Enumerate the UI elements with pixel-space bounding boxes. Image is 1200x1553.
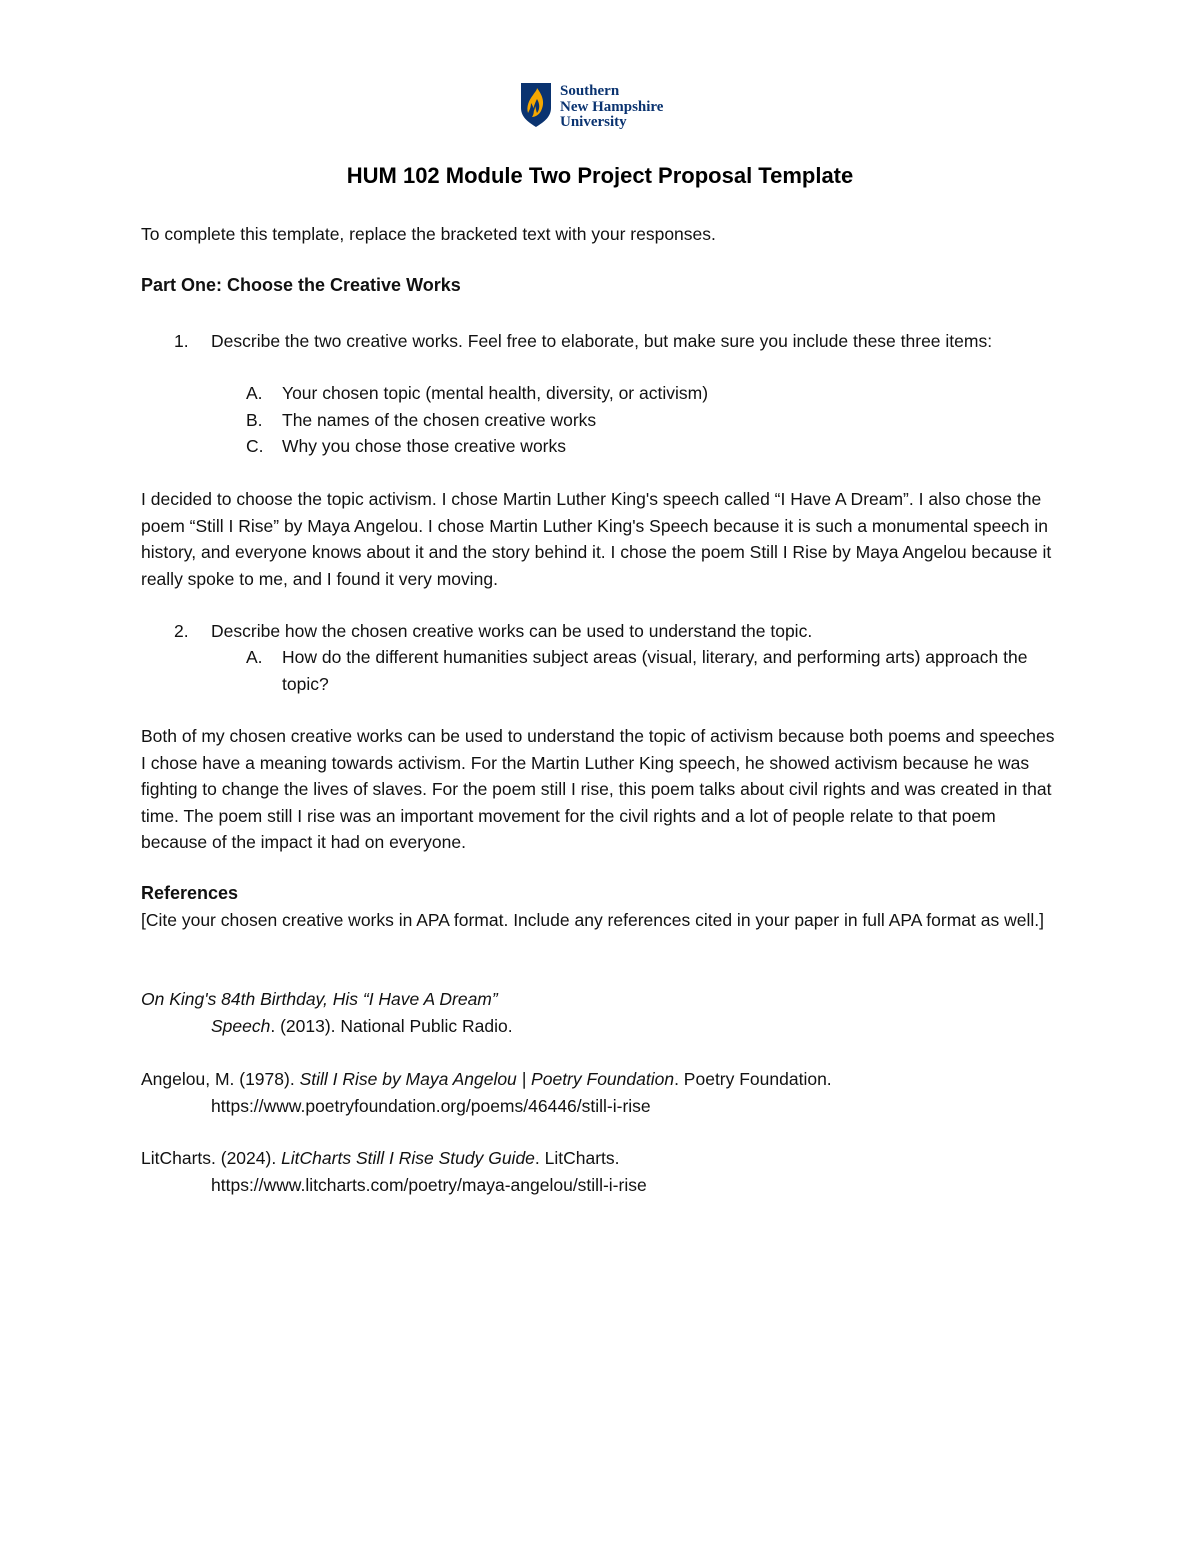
logo-line-1: Southern <box>560 83 620 99</box>
reference-3-source: . LitCharts. <box>534 1148 620 1168</box>
part-one-heading: Part One: Choose the Creative Works <box>141 275 461 295</box>
reference-2-title: Still I Rise by Maya Angelou | Poetry Foundation <box>299 1069 675 1089</box>
logo-line-3: University <box>560 114 627 130</box>
reference-3-title: LitCharts Still I Rise Study Guide <box>281 1148 535 1168</box>
question-1-item-a-letter: A. <box>246 383 263 403</box>
answer-2: Both of my chosen creative works can be used to understand the topic of activism because both poems and speeches I chose have a meaning towards activism. For the Martin Luther King speech, he showed activism because he was fighting to change the lives of slaves. For the poem still I rise, this poem talks about civil rights and was created in that time. The poem still I rise was an important movement for the civil rights and a lot of people relate to that poem because of the impact it had on everyone. <box>141 726 1055 852</box>
question-1-number: 1. <box>174 331 189 351</box>
question-1-item-b-letter: B. <box>246 410 263 430</box>
reference-2 <box>141 1066 1071 1119</box>
question-2-text: Describe how the chosen creative works can be used to understand the topic. <box>211 621 813 641</box>
references-instructions: [Cite your chosen creative works in APA format. Include any references cited in your paper in full APA format as well.] <box>141 910 1044 930</box>
question-1-item-b: The names of the chosen creative works <box>282 410 597 430</box>
university-name <box>560 84 663 131</box>
question-1-item-a: Your chosen topic (mental health, diversity, or activism) <box>282 383 709 403</box>
university-logo <box>520 82 663 131</box>
question-1-item-c-letter: C. <box>246 436 264 456</box>
logo-line-2: New Hampshire <box>560 98 664 115</box>
references-heading: References <box>141 883 239 903</box>
reference-3-author: LitCharts. (2024). <box>141 1148 282 1168</box>
reference-1-title-cont: Speech <box>211 1015 271 1036</box>
reference-2-author: Angelou, M. (1978). <box>141 1069 300 1089</box>
reference-1 <box>141 986 1071 1039</box>
question-2-number: 2. <box>174 621 189 641</box>
answer-1: I decided to choose the topic activism. I chose Martin Luther King's speech called “I Have A Dream”. I also chose the poem “Still I Rise” by Maya Angelou. I chose Martin Luther King's Speech because it is such a monumental speech in history, and everyone knows about it and the story behind it. I chose the poem Still I Rise by Maya Angelou because it really spoke to me, and I found it very moving. <box>141 489 1052 589</box>
reference-2-source: . Poetry Foundation. <box>674 1069 832 1089</box>
question-2-item-a-letter: A. <box>246 647 263 667</box>
page-title: HUM 102 Module Two Project Proposal Template <box>346 163 854 188</box>
reference-3 <box>141 1145 1071 1198</box>
reference-1-source: . (2013). National Public Radio. <box>270 1015 513 1036</box>
flame-shield-icon <box>520 82 552 128</box>
question-1-text: Describe the two creative works. Feel free to elaborate, but make sure you include these three items: <box>211 331 993 351</box>
instructions: To complete this template, replace the bracketed text with your responses. <box>141 224 716 244</box>
reference-1-title: On King's 84th Birthday, His “I Have A Dream” <box>141 989 498 1009</box>
reference-3-url[interactable]: https://www.litcharts.com/poetry/maya-angelou/still-i-rise <box>211 1174 647 1195</box>
question-1-item-c: Why you chose those creative works <box>282 436 567 456</box>
question-2-item-a: How do the different humanities subject areas (visual, literary, and performing arts) approach the topic? <box>282 647 1028 694</box>
reference-2-url[interactable]: https://www.poetryfoundation.org/poems/46446/still-i-rise <box>211 1095 651 1116</box>
